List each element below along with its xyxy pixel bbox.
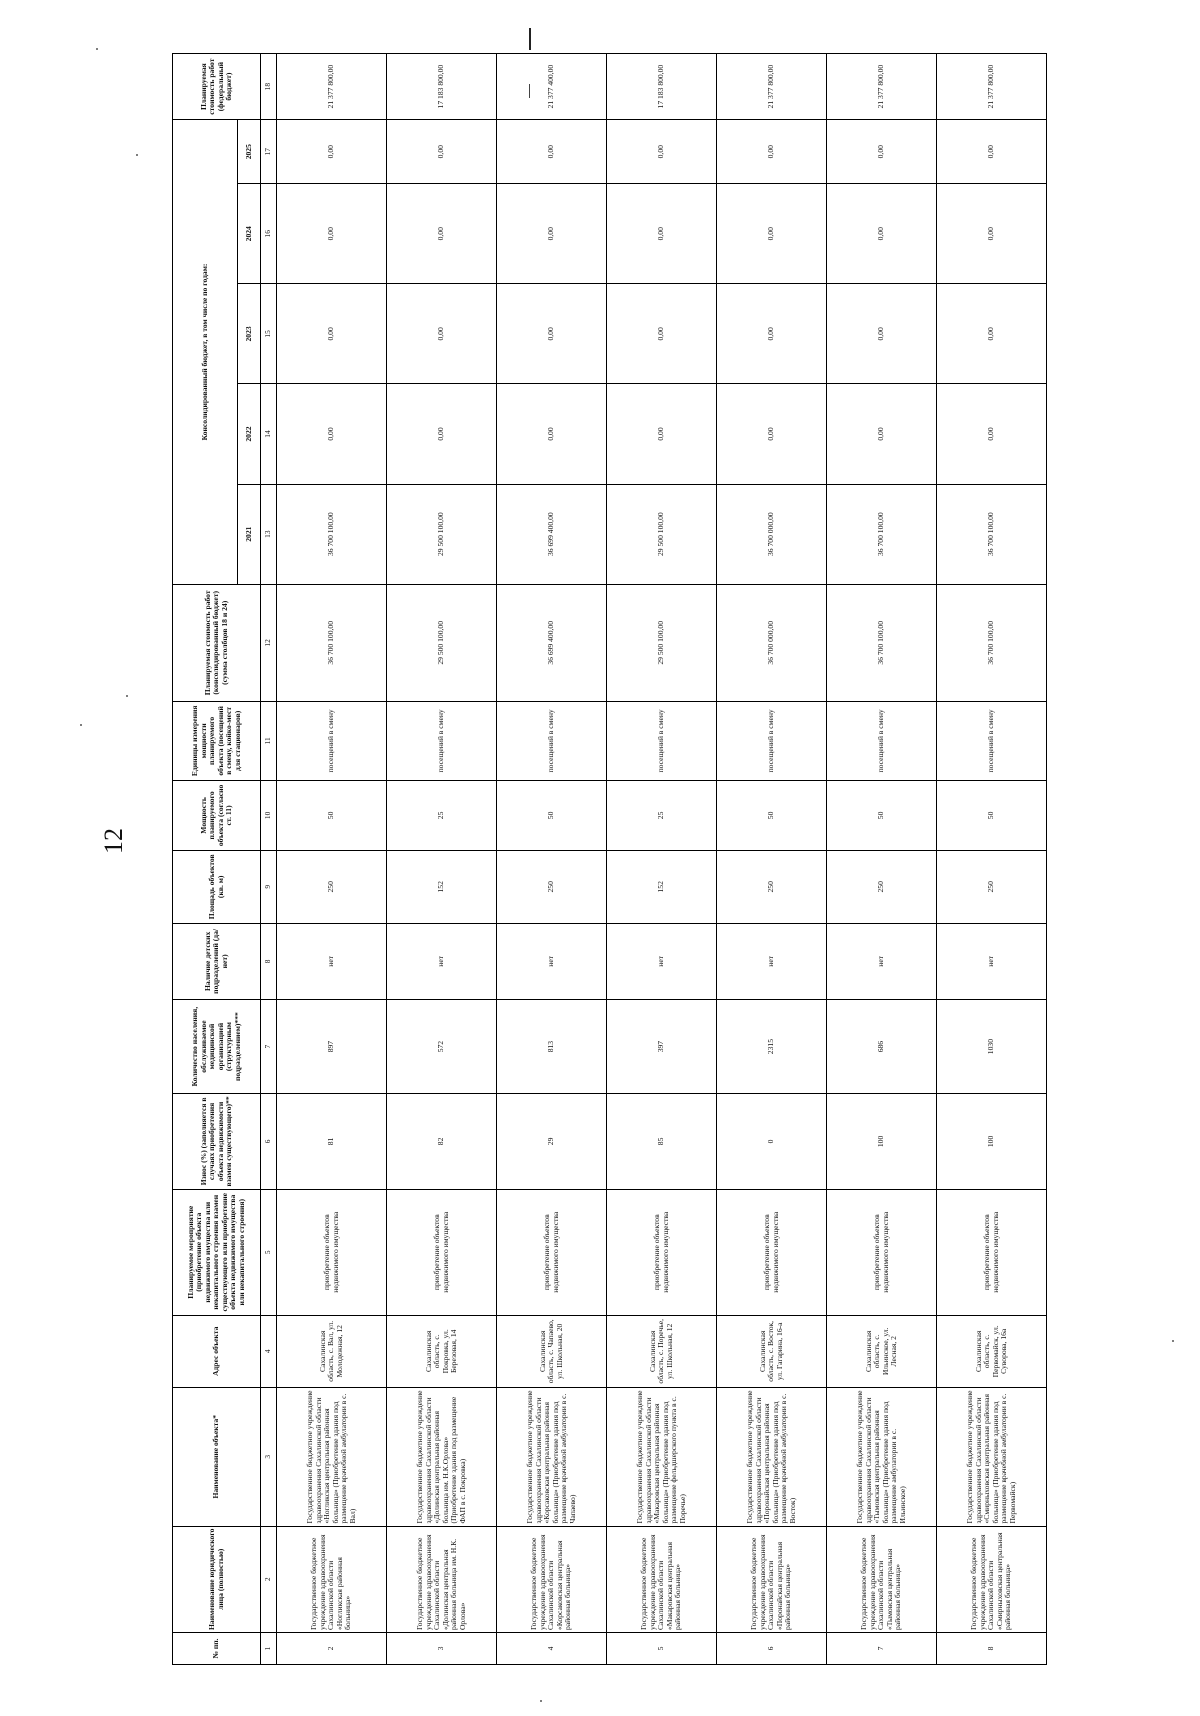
object-name: Государственное бюджетное учреждение здравоохранения Сахалинской области «Долинская центральная районная больница им. Н.К.Орлова» (Приобретение здания под размещение ФАП в с. Покровка)	[387, 1388, 497, 1527]
column-number: 15	[261, 284, 277, 384]
budget-2024: 0,00	[387, 184, 497, 284]
budget-2022: 0,00	[497, 384, 607, 484]
header-population: Количество населения, обслуживаемое медицинской организацией (структурным подразделением)***	[173, 1000, 261, 1094]
children-units: нет	[277, 923, 387, 1000]
legal-entity-name: Государственное бюджетное учреждение здравоохранения Сахалинской области «Смирныховская центральная районная больница»	[937, 1526, 1047, 1633]
wear-percent: 100	[827, 1093, 937, 1189]
budget-2022: 0,00	[717, 384, 827, 484]
header-children: Наличие детских подразделений (да/нет)	[173, 923, 261, 1000]
column-number: 18	[261, 54, 277, 120]
rotated-table-holder	[172, 53, 1177, 1665]
budget-2025: 0,00	[717, 120, 827, 184]
header-legal-entity: Наименование юридического лица (полностью)	[173, 1526, 261, 1633]
planned-cost-federal: 21 377 800,00	[717, 54, 827, 120]
budget-2025: 0,00	[497, 120, 607, 184]
table-row	[827, 54, 937, 1665]
planned-cost-consolidated: 29 500 100,00	[607, 584, 717, 701]
objects-table	[172, 53, 1047, 1665]
planned-cost-federal: 17 183 800,00	[607, 54, 717, 120]
planned-cost-consolidated: 36 700 100,00	[827, 584, 937, 701]
column-number: 9	[261, 851, 277, 923]
budget-2022: 0,00	[827, 384, 937, 484]
object-address: Сахалинская область, с. Вал, ул. Молодежная, 12	[277, 1315, 387, 1387]
budget-2023: 0,00	[717, 284, 827, 384]
served-population: 813	[497, 1000, 607, 1094]
header-no: № пп.	[173, 1633, 261, 1665]
budget-2023: 0,00	[607, 284, 717, 384]
table-row	[937, 54, 1047, 1665]
table-row	[387, 54, 497, 1665]
scan-dust	[80, 724, 82, 726]
object-name: Государственное бюджетное учреждение здравоохранения Сахалинской области «Смирныховская центральная районная больница» (Приобретение здания под размещение врачебной амбулатории в с. Первомайск)	[937, 1388, 1047, 1527]
children-units: нет	[827, 923, 937, 1000]
planned-cost-federal: 21 377 800,00	[937, 54, 1047, 120]
budget-2022: 0,00	[277, 384, 387, 484]
budget-2022: 0,00	[607, 384, 717, 484]
column-number: 1	[261, 1633, 277, 1665]
planned-measure: приобретение объектов недвижимого имущества	[607, 1189, 717, 1315]
object-area: 250	[497, 851, 607, 923]
planned-measure: приобретение объектов недвижимого имущества	[937, 1189, 1047, 1315]
budget-2023: 0,00	[827, 284, 937, 384]
budget-2022: 0,00	[937, 384, 1047, 484]
object-name: Государственное бюджетное учреждение здравоохранения Сахалинской области «Поронайская центральная районная больница» (Приобретение здания под размещение врачебной амбулатории в с. Восток)	[717, 1388, 827, 1527]
header-capacity: Мощность планируемого объекта (согласно ст. 11)	[173, 780, 261, 850]
table-row	[607, 54, 717, 1665]
children-units: нет	[607, 923, 717, 1000]
children-units: нет	[717, 923, 827, 1000]
budget-2025: 0,00	[937, 120, 1047, 184]
header-planned-measure: Планируемое мероприятие (приобретение объекта недвижимого имущества или некапитального строения взамен существующего или приобретение объекта недвижимого имущества или некапитального строения)	[173, 1189, 261, 1315]
column-number: 3	[261, 1388, 277, 1527]
scan-dust	[126, 695, 128, 697]
legal-entity-name: Государственное бюджетное учреждение здравоохранения Сахалинской области «Корсаковская центральная районная больница»	[497, 1526, 607, 1633]
object-capacity: 50	[497, 780, 607, 850]
budget-2024: 0,00	[607, 184, 717, 284]
table-row	[717, 54, 827, 1665]
planned-measure: приобретение объектов недвижимого имущества	[717, 1189, 827, 1315]
header-year: 2024	[238, 184, 261, 284]
budget-2021: 29 500 100,00	[607, 484, 717, 584]
object-name: Государственное бюджетное учреждение здравоохранения Сахалинской области «Ногликская центральная районная больница» (Приобретение здания под размещение врачебной амбулатории в с. Вал)	[277, 1388, 387, 1527]
object-area: 250	[937, 851, 1047, 923]
budget-2021: 29 500 100,00	[387, 484, 497, 584]
planned-measure: приобретение объектов недвижимого имущества	[387, 1189, 497, 1315]
object-capacity: 50	[827, 780, 937, 850]
header-area: Площадь объектов (кв. м)	[173, 851, 261, 923]
column-number: 13	[261, 484, 277, 584]
table-row	[497, 54, 607, 1665]
planned-measure: приобретение объектов недвижимого имущества	[277, 1189, 387, 1315]
children-units: нет	[937, 923, 1047, 1000]
column-number: 11	[261, 701, 277, 780]
wear-percent: 100	[937, 1093, 1047, 1189]
header-object-name: Наименование объекта*	[173, 1388, 261, 1527]
wear-percent: 29	[497, 1093, 607, 1189]
row-number: 4	[497, 1633, 607, 1665]
capacity-units: посещений в смену	[607, 701, 717, 780]
scan-dust	[96, 48, 98, 50]
budget-2024: 0,00	[277, 184, 387, 284]
budget-2024: 0,00	[497, 184, 607, 284]
column-number: 2	[261, 1526, 277, 1633]
children-units: нет	[387, 923, 497, 1000]
budget-2021: 36 700 100,00	[827, 484, 937, 584]
budget-2025: 0,00	[277, 120, 387, 184]
object-name: Государственное бюджетное учреждение здравоохранения Сахалинской области «Тымовская центральная районная больница» (Приобретение здания под размещение амбулатории в с. Ильинское)	[827, 1388, 937, 1527]
budget-2023: 0,00	[387, 284, 497, 384]
object-address: Сахалинская область, с. Ильинское, ул. Лесная, 2	[827, 1315, 937, 1387]
budget-2023: 0,00	[497, 284, 607, 384]
scan-dust	[136, 154, 138, 156]
column-numbers-row	[261, 54, 277, 1665]
column-number: 10	[261, 780, 277, 850]
legal-entity-name: Государственное бюджетное учреждение здравоохранения Сахалинской области «Ногликская районная больница»	[277, 1526, 387, 1633]
planned-cost-consolidated: 36 700 000,00	[717, 584, 827, 701]
column-number: 8	[261, 923, 277, 1000]
header-row	[173, 54, 238, 1665]
column-number: 12	[261, 584, 277, 701]
legal-entity-name: Государственное бюджетное учреждение здравоохранения Сахалинской области «Тымовская центральная районная больница»	[827, 1526, 937, 1633]
object-address: Сахалинская область, с. Поречье, ул. Школьная, 12	[607, 1315, 717, 1387]
budget-2021: 36 700 000,00	[717, 484, 827, 584]
column-number: 16	[261, 184, 277, 284]
header-year: 2022	[238, 384, 261, 484]
planned-cost-consolidated: 36 699 400,00	[497, 584, 607, 701]
header-address: Адрес объекта	[173, 1315, 261, 1387]
object-capacity: 25	[607, 780, 717, 850]
planned-measure: приобретение объектов недвижимого имущества	[827, 1189, 937, 1315]
object-name: Государственное бюджетное учреждение здравоохранения Сахалинской области «Макаровская центральная районная больница» (Приобретение здания под размещение фельдшерского пункта в с. Поречье)	[607, 1388, 717, 1527]
budget-2025: 0,00	[387, 120, 497, 184]
column-number: 4	[261, 1315, 277, 1387]
capacity-units: посещений в смену	[387, 701, 497, 780]
row-number: 7	[827, 1633, 937, 1665]
budget-2021: 36 700 100,00	[937, 484, 1047, 584]
planned-measure: приобретение объектов недвижимого имущества	[497, 1189, 607, 1315]
legal-entity-name: Государственное бюджетное учреждение здравоохранения Сахалинской области «Макаровская центральная районная больница»	[607, 1526, 717, 1633]
column-number: 17	[261, 120, 277, 184]
header-planned-cost-consolidated: Планируемая стоимость работ (консолидированный бюджет) (сумма столбцов 18 и 24)	[173, 584, 261, 701]
capacity-units: посещений в смену	[827, 701, 937, 780]
object-area: 250	[827, 851, 937, 923]
capacity-units: посещений в смену	[277, 701, 387, 780]
column-number: 14	[261, 384, 277, 484]
budget-2021: 36 699 400,00	[497, 484, 607, 584]
planned-cost-federal: 21 377 800,00	[277, 54, 387, 120]
header-year: 2023	[238, 284, 261, 384]
object-area: 250	[717, 851, 827, 923]
header-planned-cost-federal: Планируемая стоимость работ (федеральный бюджет)	[173, 54, 261, 120]
budget-2024: 0,00	[937, 184, 1047, 284]
object-capacity: 50	[277, 780, 387, 850]
planned-cost-consolidated: 36 700 100,00	[937, 584, 1047, 701]
object-area: 152	[607, 851, 717, 923]
header-consolidated-budget: Консолидированный бюджет, в том числе по годам:	[173, 120, 238, 585]
budget-2025: 0,00	[607, 120, 717, 184]
column-number: 7	[261, 1000, 277, 1094]
object-area: 250	[277, 851, 387, 923]
planned-cost-federal: 21 377 400,00	[497, 54, 607, 120]
budget-2023: 0,00	[277, 284, 387, 384]
budget-2025: 0,00	[827, 120, 937, 184]
planned-cost-consolidated: 29 500 100,00	[387, 584, 497, 701]
scan-mark	[529, 28, 531, 50]
wear-percent: 0	[717, 1093, 827, 1189]
object-address: Сахалинская область, с. Первомайск, ул. Суворова, 16а	[937, 1315, 1047, 1387]
legal-entity-name: Государственное бюджетное учреждение здравоохранения Сахалинской области «Поронайская центральная районная больница»	[717, 1526, 827, 1633]
column-number: 6	[261, 1093, 277, 1189]
row-number: 6	[717, 1633, 827, 1665]
served-population: 2315	[717, 1000, 827, 1094]
planned-cost-federal: 21 377 800,00	[827, 54, 937, 120]
planned-cost-consolidated: 36 700 100,00	[277, 584, 387, 701]
budget-2023: 0,00	[937, 284, 1047, 384]
object-address: Сахалинская область, с. Покровка, ул. Березовая, 14	[387, 1315, 497, 1387]
children-units: нет	[497, 923, 607, 1000]
served-population: 897	[277, 1000, 387, 1094]
object-capacity: 50	[717, 780, 827, 850]
served-population: 572	[387, 1000, 497, 1094]
budget-2024: 0,00	[827, 184, 937, 284]
row-number: 5	[607, 1633, 717, 1665]
object-capacity: 50	[937, 780, 1047, 850]
object-address: Сахалинская область, с. Восток, ул. Гагарина, 16-а	[717, 1315, 827, 1387]
wear-percent: 85	[607, 1093, 717, 1189]
row-number: 2	[277, 1633, 387, 1665]
header-capacity-units: Единицы измерения мощности планируемого объекта (посещений в смену, койко-мест для стационаров)	[173, 701, 261, 780]
column-number: 5	[261, 1189, 277, 1315]
budget-2021: 36 700 100,00	[277, 484, 387, 584]
table-row	[277, 54, 387, 1665]
header-year: 2025	[238, 120, 261, 184]
wear-percent: 81	[277, 1093, 387, 1189]
scan-dust	[540, 1700, 542, 1702]
header-year: 2021	[238, 484, 261, 584]
budget-2024: 0,00	[717, 184, 827, 284]
served-population: 1030	[937, 1000, 1047, 1094]
capacity-units: посещений в смену	[497, 701, 607, 780]
object-address: Сахалинская область, с. Чапаево, ул. Школьная, 20	[497, 1315, 607, 1387]
served-population: 397	[607, 1000, 717, 1094]
header-wear: Износ (%) (заполняется в случаях приобретения объекта недвижимости взамен существующего)**	[173, 1093, 261, 1189]
page-number: 12	[99, 828, 128, 854]
capacity-units: посещений в смену	[717, 701, 827, 780]
object-capacity: 25	[387, 780, 497, 850]
row-number: 8	[937, 1633, 1047, 1665]
object-area: 152	[387, 851, 497, 923]
served-population: 686	[827, 1000, 937, 1094]
row-number: 3	[387, 1633, 497, 1665]
wear-percent: 82	[387, 1093, 497, 1189]
capacity-units: посещений в смену	[937, 701, 1047, 780]
legal-entity-name: Государственное бюджетное учреждение здравоохранения Сахалинской области «Долинская центральная районная больница им. Н.К. Орлова»	[387, 1526, 497, 1633]
budget-2022: 0,00	[387, 384, 497, 484]
planned-cost-federal: 17 183 800,00	[387, 54, 497, 120]
object-name: Государственное бюджетное учреждение здравоохранения Сахалинской области «Корсаковская центральная районная больница» (Приобретение здания под размещение врачебной амбулатории в с. Чапаево)	[497, 1388, 607, 1527]
